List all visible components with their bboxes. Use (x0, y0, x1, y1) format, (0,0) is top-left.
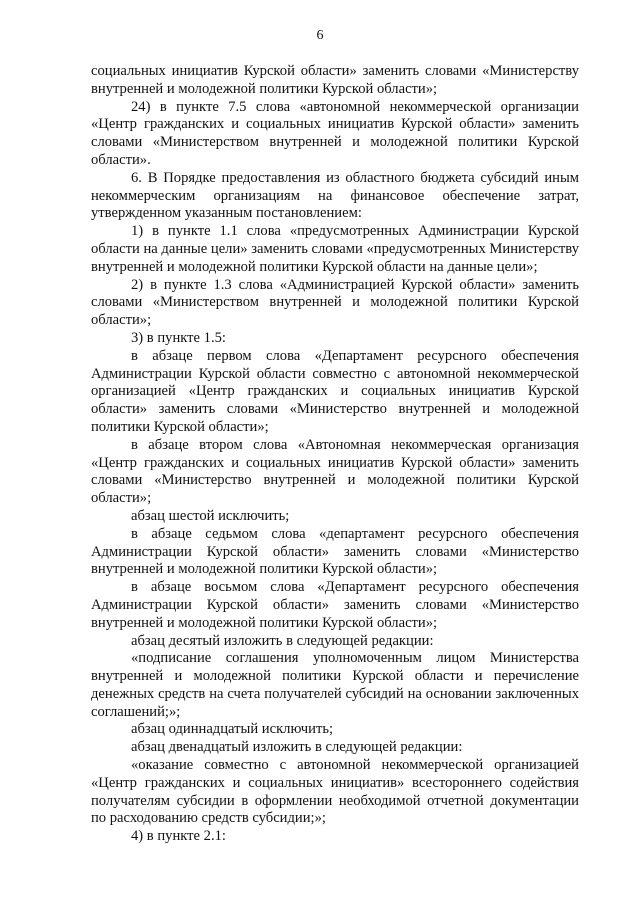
paragraph-abzac-7: в абзаце седьмом слова «департамент ресурсного обеспечения Администрации Курской области» заменить словами «Министерство внутренней и молодежной политики Курской области»; (91, 525, 579, 578)
paragraph-quote-signing: «подписание соглашения уполномоченным лицом Министерства внутренней и молодежной политики Курской области и перечисление денежных средств на счета получателей субсидий на основании заключенных соглашений;»; (91, 650, 579, 720)
paragraph-abzac-10: абзац десятый изложить в следующей редакции: (131, 632, 434, 649)
paragraph-abzac-6: абзац шестой исключить; (131, 507, 290, 524)
paragraph-abzac-12: абзац двенадцатый изложить в следующей редакции: (131, 739, 463, 756)
paragraph-item-1: 1) в пункте 1.1 слова «предусмотренных Администрации Курской области на данные цели» заменить словами «предусмотренных Министерству внутренней и молодежной политики Курской области на данные цели»; (91, 223, 579, 275)
document-body (91, 63, 579, 846)
paragraph-abzac-11: абзац одиннадцатый исключить; (131, 721, 334, 738)
paragraph-section-6: 6. В Порядке предоставления из областного бюджета субсидий иным некоммерческим организациям на финансовое обеспечение затрат, утвержденном указанным постановлением: (91, 169, 579, 222)
paragraph-item-24: 24) в пункте 7.5 слова «автономной некоммерческой организации «Центр гражданских и социальных инициатив Курской области» заменить словами «Министерством внутренней и молодежной политики Курской области». (91, 98, 579, 168)
paragraph-item-3: 3) в пункте 1.5: (131, 329, 226, 346)
paragraph-abzac-8: в абзаце восьмом слова «Департамент ресурсного обеспечения Администрации Курской области» заменить словами «Министерство внутренней и молодежной политики Курской области»; (91, 579, 579, 631)
paragraph-continuation: социальных инициатив Курской области» заменить словами «Министерству внутренней и молодежной политики Курской области»; (91, 63, 579, 97)
paragraph-item-4: 4) в пункте 2.1: (131, 828, 226, 845)
paragraph-quote-assistance: «оказание совместно с автономной некоммерческой организацией «Центр гражданских и социальных инициатив» всестороннего содействия получателям субсидии в оформлении необходимой отчетной документации по расходованию средств субсидии;»; (91, 757, 579, 827)
paragraph-abzac-2: в абзаце втором слова «Автономная некоммерческая организация «Центр гражданских и социальных инициатив Курской области» заменить словами «Министерство внутренней и молодежной политики Курской области»; (91, 436, 579, 507)
paragraph-item-2: 2) в пункте 1.3 слова «Администрацией Курской области» заменить словами «Министерством внутренней и молодежной политики Курской области»; (91, 276, 579, 329)
page-number: 6 (316, 28, 324, 43)
paragraph-abzac-1: в абзаце первом слова «Департамент ресурсного обеспечения Администрации Курской области совместно с автономной некоммерческой организацией «Центр гражданских и социальных инициатив Курской области» заменить словами «Министерство внутренней и молодежной политики Курской области»; (91, 347, 579, 435)
